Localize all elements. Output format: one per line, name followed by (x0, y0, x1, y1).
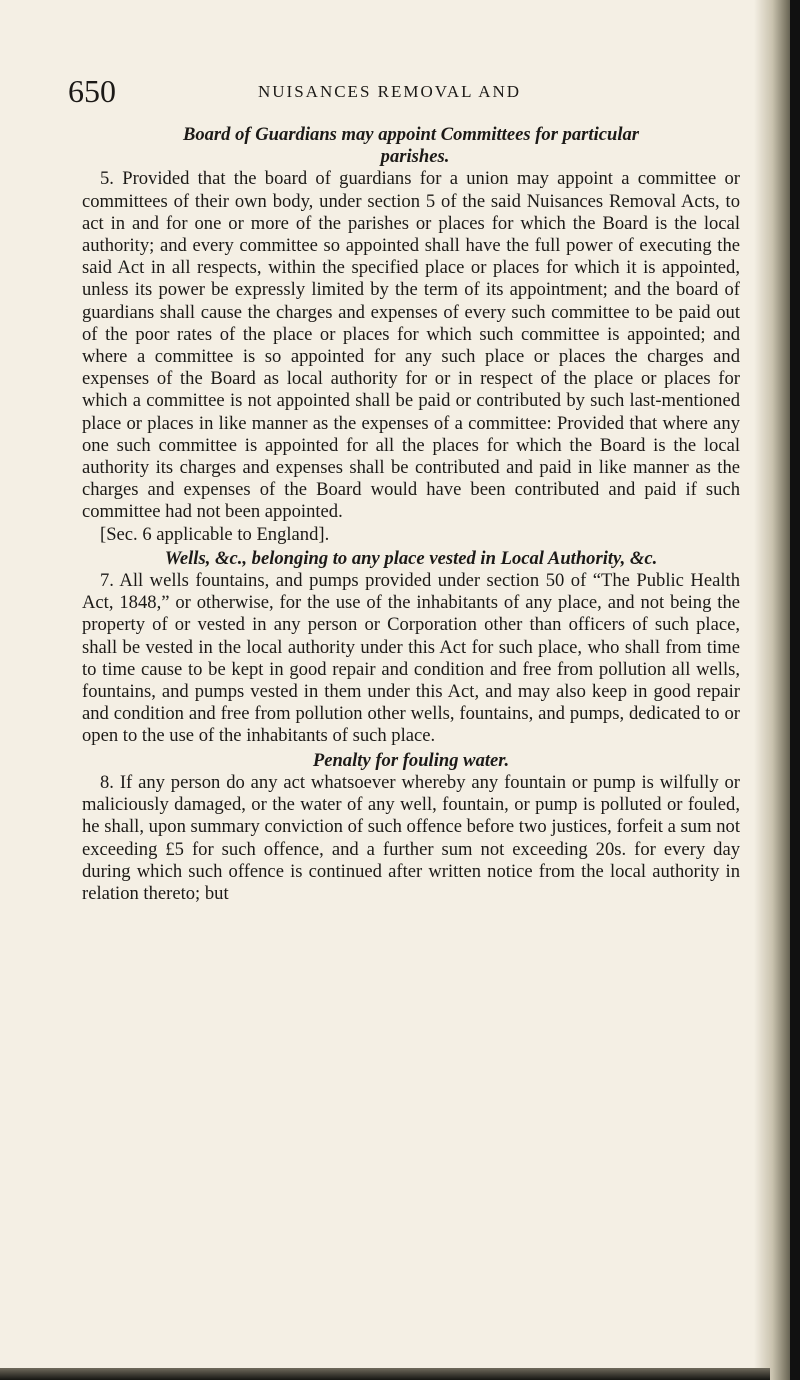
body-text (82, 124, 740, 905)
paragraph-5: 5. Provided that the board of guardians for a union may appoint a committee or committees of their own body, under section 5 of the said Nuisances Removal Acts, to act in and for one or more of the parishes or places for which the Board is the local authority; and every committee so appointed shall have the full power of executing the said Act in all respects, within the specified place or places for which it is appointed, unless its power be expressly limited by the term of its appointment; and the board of guardians shall cause the charges and expenses of every such committee to be paid out of the poor rates of the place or places for which such committee is appointed; and where a committee is so appointed for any such place or places the charges and expenses of the Board as local authority for or in respect of the place or places for which a committee is not appointed shall be paid or contributed by such last-mentioned place or places in like manner as the expenses of a committee: Provided that where any one such committee is appointed for all the places for which the Board is the local authority its charges and expenses shall be contributed and paid in like manner as the charges and expenses of the Board would have been contributed and paid if such committee had not been appointed. (82, 168, 740, 523)
section-heading-wells: Wells, &c., belonging to any place vested in Local Authority, &c. (164, 547, 658, 569)
paragraph-8: 8. If any person do any act whatsoever whereby any fountain or pump is wilfully or maliciously damaged, or the water of any well, fountain, or pump is polluted or fouled, he shall, upon summary conviction of such offence before two justices, forfeit a sum not exceeding £5 for such offence, and a further sum not exceeding 20s. for every day during which such offence is continued after written notice from the local authority in relation thereto; but (82, 771, 740, 904)
section-heading-committees-line2: parishes. (380, 146, 450, 168)
binding-edge (790, 0, 800, 1380)
running-head: NUISANCES REMOVAL AND (258, 82, 522, 101)
section-note: [Sec. 6 applicable to England]. (100, 523, 330, 545)
page-bottom-edge (0, 1368, 770, 1380)
page-header (68, 72, 748, 112)
section-heading-committees-line1: Board of Guardians may appoint Committees for particular (182, 124, 640, 145)
paragraph-7: 7. All wells fountains, and pumps provided under section 50 of “The Public Health Act, 1848,” or otherwise, for the use of the inhabitants of any place, and not being the property of or vested in any person or Corporation other than officers of such place, shall be vested in the local authority under this Act for such place, who shall from time to time cause to be kept in good repair and condition and free from pollution all wells, fountains, and pumps vested in them under this Act, and may also keep in good repair and condition and free from pollution other wells, fountains, and pumps, dedicated to or open to the use of the inhabitants of such place. (82, 570, 740, 747)
section-heading-penalty: Penalty for fouling water. (312, 749, 510, 771)
page-number: 650 (68, 73, 116, 109)
section-heading-committees (82, 124, 740, 168)
